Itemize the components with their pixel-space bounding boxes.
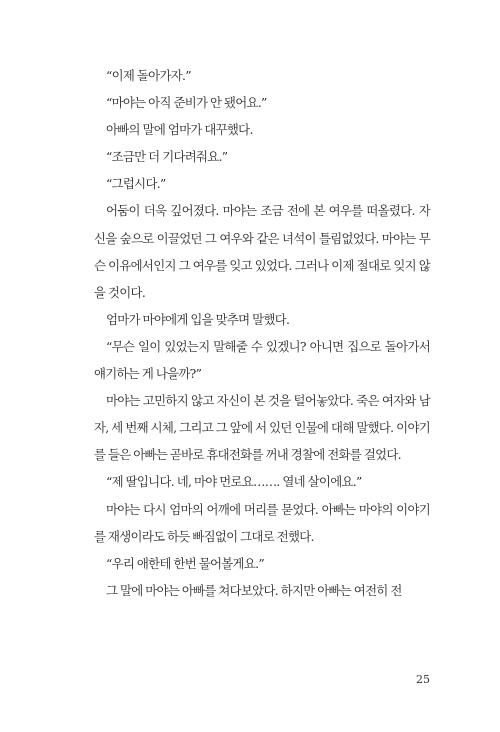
body-text	[94, 62, 430, 604]
paragraph: “무슨 일이 있었는지 말해줄 수 있겠니? 아니면 집으로 돌아가서 얘기하는 게 나을까?”	[94, 338, 430, 382]
paragraph: 그 말에 마야는 아빠를 쳐다보았다. 하지만 아빠는 여전히 전	[106, 582, 402, 598]
paragraph: 마야는 다시 엄마의 어깨에 머리를 묻었다. 아빠는 마야의 이야기를 재생이라도 하듯 빠짐없이 그대로 전했다.	[94, 501, 430, 544]
paragraph: “이제 돌아가자.”	[106, 68, 191, 83]
page-number: 25	[416, 673, 430, 686]
paragraph: 아빠의 말에 엄마가 대꾸했다.	[106, 122, 253, 138]
paragraph: “마야는 아직 준비가 안 됐어요.”	[106, 95, 267, 111]
paragraph: 엄마가 마야에게 입을 맞추며 말했다.	[106, 311, 290, 327]
paragraph: “그럽시다.”	[106, 176, 166, 192]
paragraph: 어둠이 더욱 깊어졌다. 마야는 조금 전에 본 여우를 떠올렸다. 자신을 숲으로 이끌었던 그 여우와 같은 녀석이 틀림없었다. 마야는 무슨 이유에서인지 그 여우를 잊고 있었다. 그러나 이제 절대로 잊지 않을 것이다.	[94, 203, 430, 300]
paragraph: “제 딸입니다. 네, 마야 먼로요……. 열네 살이에요.”	[106, 474, 362, 490]
paragraph: 마야는 고민하지 않고 자신이 본 것을 털어놓았다. 죽은 여자와 남자, 세 번째 시체, 그리고 그 앞에 서 있던 인물에 대해 말했다. 이야기를 들은 아빠는 곧바로 휴대전화를 꺼내 경찰에 전화를 걸었다.	[94, 393, 430, 463]
paragraph: “조금만 더 기다려줘요.”	[106, 149, 228, 165]
paragraph: “우리 애한테 한번 물어볼게요.”	[106, 555, 264, 571]
